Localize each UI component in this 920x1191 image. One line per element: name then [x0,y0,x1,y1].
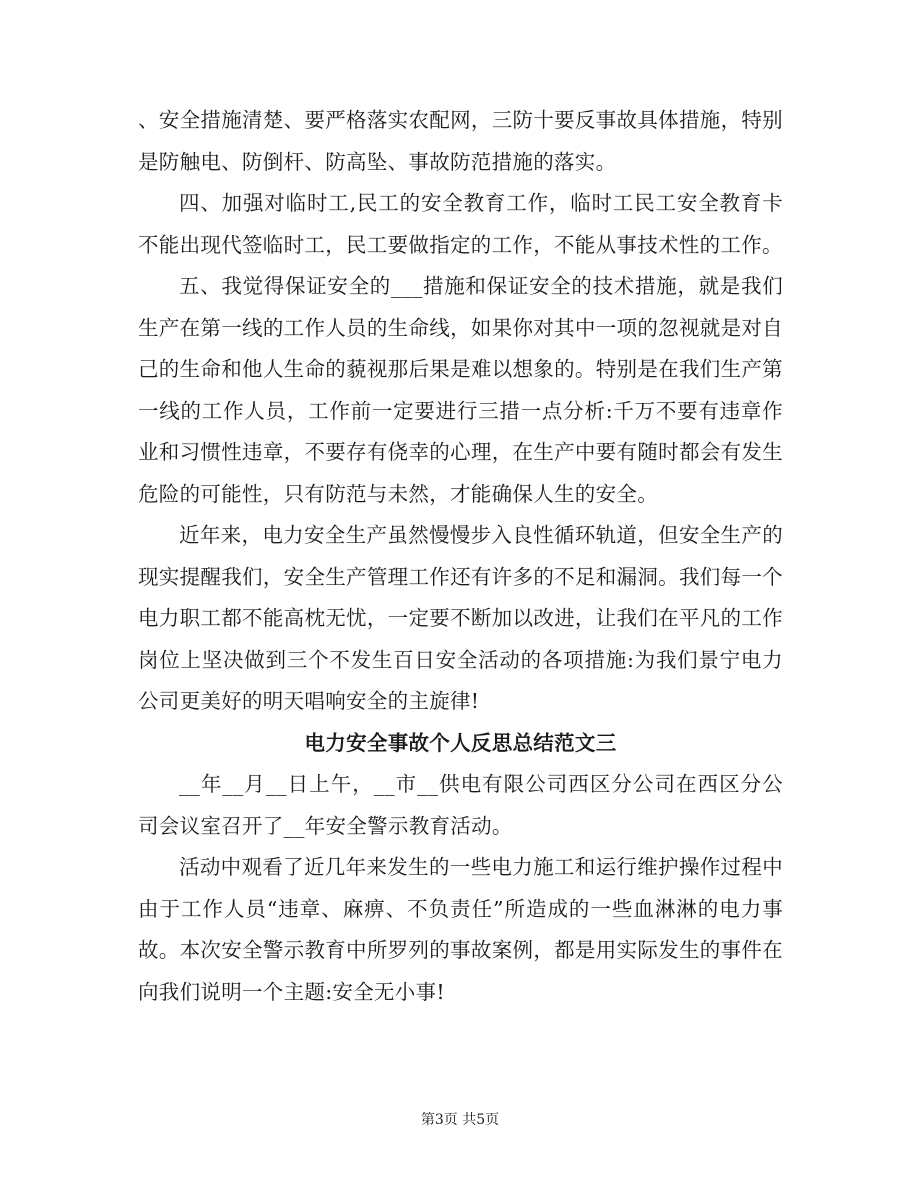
paragraph-meeting-intro: __年__月__日上午，__市__供电有限公司西区分公司在西区分公司会议室召开了__年安全警示教育活动。 [138,772,783,838]
paragraph-point-five: 五、我觉得保证安全的___措施和保证安全的技术措施，就是我们生产在第一线的工作人员的生命线，如果你对其中一项的忽视就是对自己的生命和他人生命的藐视那后果是难以想象的。特别是在我们生产第一线的工作人员，工作前一定要进行三措一点分析:千万不要有违章作业和习惯性违章，不要存有侥幸的心理，在生产中要有随时都会有发生危险的可能性，只有防范与未然，才能确保人生的安全。 [138,274,783,506]
paragraph-conclusion: 近年来，电力安全生产虽然慢慢步入良性循环轨道，但安全生产的现实提醒我们，安全生产管理工作还有许多的不足和漏洞。我们每一个电力职工都不能高枕无忧，一定要不断加以改进，让我们在平凡的工作岗位上坚决做到三个不发生百日安全活动的各项措施:为我们景宁电力公司更美好的明天唱响安全的主旋律! [138,523,783,713]
paragraph-point-four: 四、加强对临时工,民工的安全教育工作，临时工民工安全教育卡不能出现代签临时工，民工要做指定的工作，不能从事技术性的工作。 [138,191,783,257]
document-body [138,100,783,1013]
paragraph-activity: 活动中观看了近几年来发生的一些电力施工和运行维护操作过程中由于工作人员“违章、麻痹、不负责任”所造成的一些血淋淋的电力事故。本次安全警示教育中所罗列的事故案例，都是用实际发生的事件在向我们说明一个主题:安全无小事! [138,855,783,1004]
section-title: 电力安全事故个人反思总结范文三 [304,730,617,755]
paragraph-continued: 、安全措施清楚、要严格落实农配网，三防十要反事故具体措施，特别是防触电、防倒杆、防高坠、事故防范措施的落实。 [138,108,783,174]
page-number: 第3页 共5页 [420,1112,500,1128]
